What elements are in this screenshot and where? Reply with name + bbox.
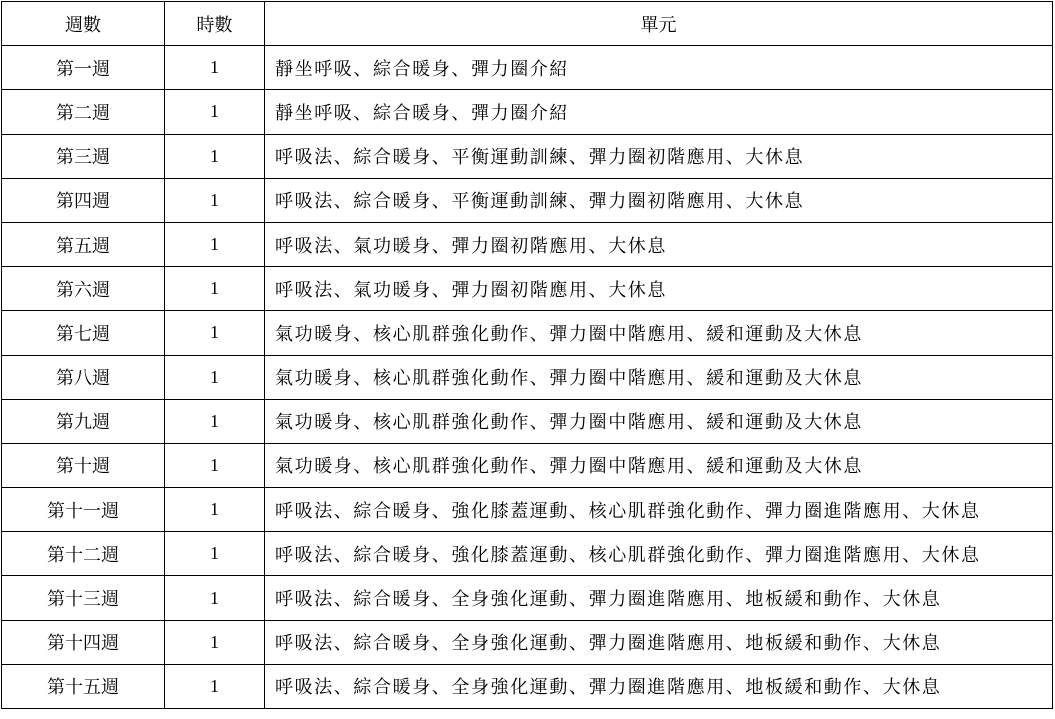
hours-cell: 1 <box>165 222 265 266</box>
table-row <box>2 532 1053 576</box>
table-row <box>2 443 1053 487</box>
week-cell: 第十二週 <box>2 532 165 576</box>
week-cell: 第七週 <box>2 311 165 355</box>
table-row <box>2 620 1053 664</box>
hours-cell: 1 <box>165 399 265 443</box>
table-row <box>2 178 1053 222</box>
unit-cell: 呼吸法、綜合暖身、全身強化運動、彈力圈進階應用、地板緩和動作、大休息 <box>265 576 1053 620</box>
unit-cell: 呼吸法、氣功暖身、彈力圈初階應用、大休息 <box>265 267 1053 311</box>
week-cell: 第一週 <box>2 46 165 90</box>
week-cell: 第十五週 <box>2 664 165 708</box>
table-row <box>2 311 1053 355</box>
week-cell: 第十四週 <box>2 620 165 664</box>
table-row <box>2 222 1053 266</box>
week-cell: 第四週 <box>2 178 165 222</box>
unit-cell: 呼吸法、綜合暖身、全身強化運動、彈力圈進階應用、地板緩和動作、大休息 <box>265 620 1053 664</box>
unit-cell: 呼吸法、綜合暖身、強化膝蓋運動、核心肌群強化動作、彈力圈進階應用、大休息 <box>265 532 1053 576</box>
week-cell: 第八週 <box>2 355 165 399</box>
table-row <box>2 46 1053 90</box>
unit-cell: 呼吸法、氣功暖身、彈力圈初階應用、大休息 <box>265 222 1053 266</box>
hours-cell: 1 <box>165 46 265 90</box>
unit-cell: 呼吸法、綜合暖身、平衡運動訓練、彈力圈初階應用、大休息 <box>265 134 1053 178</box>
table-row <box>2 355 1053 399</box>
table-row <box>2 664 1053 708</box>
table-header <box>2 2 1053 46</box>
hours-cell: 1 <box>165 178 265 222</box>
hours-cell: 1 <box>165 664 265 708</box>
hours-cell: 1 <box>165 576 265 620</box>
week-cell: 第九週 <box>2 399 165 443</box>
table-row <box>2 134 1053 178</box>
table-body <box>2 46 1053 709</box>
hours-cell: 1 <box>165 443 265 487</box>
hours-cell: 1 <box>165 355 265 399</box>
unit-cell: 呼吸法、綜合暖身、平衡運動訓練、彈力圈初階應用、大休息 <box>265 178 1053 222</box>
header-week: 週數 <box>2 2 165 46</box>
week-cell: 第十一週 <box>2 488 165 532</box>
table-row <box>2 90 1053 134</box>
table-row <box>2 267 1053 311</box>
unit-cell: 靜坐呼吸、綜合暖身、彈力圈介紹 <box>265 90 1053 134</box>
week-cell: 第五週 <box>2 222 165 266</box>
week-cell: 第三週 <box>2 134 165 178</box>
hours-cell: 1 <box>165 488 265 532</box>
week-cell: 第六週 <box>2 267 165 311</box>
hours-cell: 1 <box>165 311 265 355</box>
unit-cell: 靜坐呼吸、綜合暖身、彈力圈介紹 <box>265 46 1053 90</box>
table-row <box>2 576 1053 620</box>
unit-cell: 氣功暖身、核心肌群強化動作、彈力圈中階應用、緩和運動及大休息 <box>265 311 1053 355</box>
hours-cell: 1 <box>165 620 265 664</box>
unit-cell: 呼吸法、綜合暖身、全身強化運動、彈力圈進階應用、地板緩和動作、大休息 <box>265 664 1053 708</box>
hours-cell: 1 <box>165 267 265 311</box>
header-row <box>2 2 1053 46</box>
hours-cell: 1 <box>165 134 265 178</box>
unit-cell: 氣功暖身、核心肌群強化動作、彈力圈中階應用、緩和運動及大休息 <box>265 399 1053 443</box>
table-row <box>2 488 1053 532</box>
unit-cell: 氣功暖身、核心肌群強化動作、彈力圈中階應用、緩和運動及大休息 <box>265 355 1053 399</box>
week-cell: 第十三週 <box>2 576 165 620</box>
unit-cell: 呼吸法、綜合暖身、強化膝蓋運動、核心肌群強化動作、彈力圈進階應用、大休息 <box>265 488 1053 532</box>
header-unit: 單元 <box>265 2 1053 46</box>
week-cell: 第十週 <box>2 443 165 487</box>
week-cell: 第二週 <box>2 90 165 134</box>
unit-cell: 氣功暖身、核心肌群強化動作、彈力圈中階應用、緩和運動及大休息 <box>265 443 1053 487</box>
hours-cell: 1 <box>165 90 265 134</box>
header-hours: 時數 <box>165 2 265 46</box>
course-schedule-table <box>1 1 1053 709</box>
hours-cell: 1 <box>165 532 265 576</box>
table-row <box>2 399 1053 443</box>
